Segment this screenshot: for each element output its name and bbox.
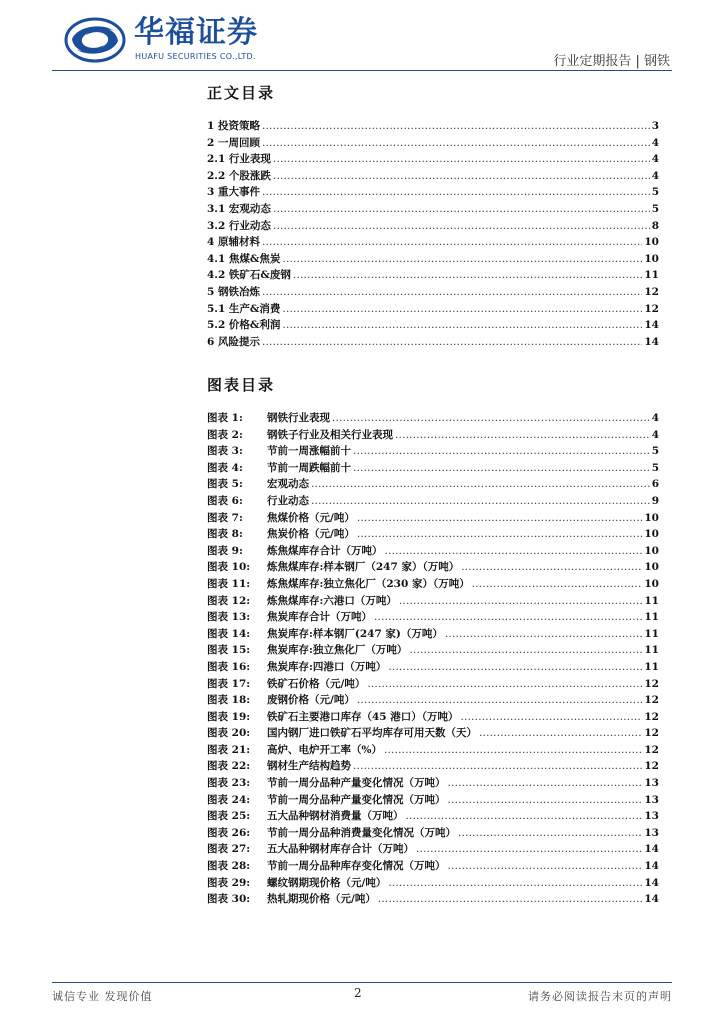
figure-entry-title: 热轧期现价格（元/吨） (267, 893, 376, 906)
dot-leader (388, 875, 642, 892)
toc-entry-label: 4.1 焦煤&焦炭 (207, 252, 281, 265)
figure-entry[interactable] (207, 891, 659, 908)
figure-entry-title: 炼焦煤库存:六港口（万吨） (267, 594, 397, 607)
figure-entry[interactable] (207, 476, 659, 493)
figure-entry-page: 11 (644, 594, 659, 607)
company-logo (64, 17, 264, 67)
dot-leader (262, 334, 642, 351)
toc-entry-label: 5 钢铁冶炼 (207, 285, 260, 298)
logo-english-name: HUAFU SECURITIES CO.,LTD. (135, 52, 256, 61)
dot-leader (273, 151, 650, 168)
dot-leader (262, 135, 650, 152)
dot-leader (448, 775, 643, 792)
dot-leader (378, 891, 643, 908)
toc-entry-page: 4 (651, 136, 659, 149)
figure-list-title: 图表目录 (207, 376, 276, 394)
report-type-label: 行业定期报告 | 钢铁 (553, 54, 670, 69)
dot-leader (273, 168, 650, 185)
figure-entry-page: 14 (644, 860, 659, 873)
toc-entry-page: 12 (644, 285, 659, 298)
dot-leader (479, 725, 642, 742)
toc-entry[interactable] (207, 301, 659, 318)
figure-entry-title: 焦炭价格（元/吨） (267, 528, 355, 541)
figure-entry-page: 11 (644, 644, 659, 657)
toc-entry-page: 14 (644, 335, 659, 348)
figure-entry-title: 钢材生产结构趋势 (267, 760, 351, 773)
figure-entry-page: 12 (644, 760, 659, 773)
toc-entry[interactable] (207, 184, 659, 201)
figure-entry-number: 图表 8: (207, 528, 243, 541)
header-divider (52, 70, 672, 71)
logo-chinese-name: 华福证券 (134, 15, 258, 50)
toc-entry-page: 10 (644, 236, 659, 249)
figure-entry-title: 行业动态 (267, 494, 309, 507)
figure-entry[interactable] (207, 559, 659, 576)
toc-entry[interactable] (207, 151, 659, 168)
figure-entry-title: 焦炭库存合计（万吨） (267, 611, 372, 624)
dot-leader (293, 267, 642, 284)
figure-entry-title: 铁矿石主要港口库存（45 港口）（万吨） (267, 710, 459, 723)
figure-entry[interactable] (207, 493, 659, 510)
figure-entry-page: 10 (644, 577, 659, 590)
figure-entry[interactable] (207, 609, 659, 626)
figure-entry-number: 图表 25: (207, 810, 251, 823)
figure-entry[interactable] (207, 659, 659, 676)
figure-entry-title: 钢铁行业表现 (267, 412, 330, 424)
dot-leader (472, 576, 643, 593)
toc-entry-label: 2 一周回顾 (207, 136, 260, 149)
toc-entry[interactable] (207, 168, 659, 185)
figure-entry-title: 钢铁子行业及相关行业表现 (267, 428, 393, 441)
figure-entry-number: 图表 14: (207, 627, 251, 640)
footer-disclaimer: 请务必阅读报告末页的声明 (528, 990, 672, 1003)
figure-entry[interactable] (207, 626, 659, 643)
figure-entry-title: 焦炭库存:四港口（万吨） (267, 660, 387, 673)
figure-entry-number: 图表 20: (207, 727, 251, 740)
figure-entry[interactable] (207, 841, 659, 858)
figure-entry-number: 图表 11: (207, 577, 251, 590)
figure-entry-number: 图表 24: (207, 793, 251, 806)
dot-leader (282, 317, 642, 334)
figure-entry-title: 节前一周涨幅前十 (267, 445, 351, 458)
figure-entry-title: 焦炭库存:独立焦化厂（万吨） (267, 644, 408, 657)
dot-leader (374, 609, 642, 626)
toc-entry-label: 3.1 宏观动态 (207, 202, 271, 215)
figure-entry-page: 12 (644, 743, 659, 756)
figure-entry-title: 高炉、电炉开工率（%） (267, 743, 382, 756)
toc-title: 正文目录 (207, 84, 276, 102)
figure-entry-title: 炼焦煤库存:独立焦化厂（230 家）（万吨） (267, 577, 470, 590)
dot-leader (332, 410, 650, 427)
figure-entry-title: 焦煤价格（元/吨） (267, 511, 355, 524)
dot-leader (353, 758, 642, 775)
page-number: 2 (354, 986, 362, 1000)
figure-entry[interactable] (207, 692, 659, 709)
figure-entry-page: 10 (644, 528, 659, 541)
figure-entry-page: 9 (651, 494, 659, 507)
figure-list (207, 410, 659, 908)
dot-leader (399, 593, 642, 610)
dot-leader (273, 201, 650, 218)
figure-entry-title: 宏观动态 (267, 478, 309, 491)
figure-entry-page: 12 (644, 710, 659, 723)
toc-entry[interactable] (207, 267, 659, 284)
figure-entry[interactable] (207, 709, 659, 726)
figure-entry-number: 图表 13: (207, 611, 251, 624)
toc-entry-page: 4 (651, 169, 659, 182)
figure-entry-page: 13 (644, 826, 659, 839)
toc-entry-label: 2.1 行业表现 (207, 153, 271, 166)
toc-entry-page: 8 (651, 219, 659, 232)
toc-entry[interactable] (207, 334, 659, 351)
toc-entry-label: 4.2 铁矿石&废钢 (207, 269, 291, 282)
figure-entry-page: 10 (644, 544, 659, 557)
figure-entry[interactable] (207, 775, 659, 792)
figure-entry-page: 13 (644, 793, 659, 806)
figure-entry-title: 节前一周分品种消费量变化情况（万吨） (267, 826, 456, 839)
figure-entry[interactable] (207, 526, 659, 543)
dot-leader (357, 692, 643, 709)
footer-slogan: 诚信专业 发现价值 (52, 990, 153, 1003)
figure-entry-number: 图表 26: (207, 826, 251, 839)
figure-entry-title: 节前一周跌幅前十 (267, 461, 351, 474)
figure-entry[interactable] (207, 510, 659, 527)
figure-entry[interactable] (207, 875, 659, 892)
dot-leader (461, 559, 642, 576)
figure-entry[interactable] (207, 427, 659, 444)
dot-leader (384, 742, 642, 759)
figure-entry[interactable] (207, 825, 659, 842)
figure-entry[interactable] (207, 792, 659, 809)
toc-entry-page: 12 (644, 302, 659, 315)
figure-entry-page: 5 (651, 461, 659, 474)
toc-entry[interactable] (207, 234, 659, 251)
figure-entry[interactable] (207, 593, 659, 610)
dot-leader (311, 493, 650, 510)
figure-entry-page: 13 (644, 777, 659, 790)
figure-entry-number: 图表 18: (207, 694, 251, 707)
dot-leader (395, 427, 650, 444)
figure-entry-page: 10 (644, 511, 659, 524)
dot-leader (458, 825, 642, 842)
figure-entry-number: 图表 23: (207, 777, 251, 790)
page-header (0, 0, 724, 70)
dot-leader (357, 526, 643, 543)
dot-leader (388, 659, 642, 676)
dot-leader (409, 642, 642, 659)
figure-entry-title: 焦炭库存:样本钢厂(247 家)（万吨） (267, 627, 443, 640)
toc-entry-page: 14 (644, 319, 659, 332)
toc-entry-page: 3 (651, 120, 659, 132)
figure-entry-number: 图表 29: (207, 876, 251, 889)
toc-entry[interactable] (207, 201, 659, 218)
toc-list (207, 118, 659, 350)
figure-entry[interactable] (207, 758, 659, 775)
figure-entry-number: 图表 15: (207, 644, 251, 657)
dot-leader (282, 301, 642, 318)
figure-entry[interactable] (207, 410, 659, 427)
dot-leader (353, 443, 650, 460)
figure-entry-title: 节前一周分品种产量变化情况（万吨） (267, 793, 446, 806)
figure-entry-page: 11 (644, 660, 659, 673)
toc-entry-label: 6 风险提示 (207, 335, 260, 348)
dot-leader (262, 118, 650, 135)
dot-leader (262, 184, 650, 201)
toc-entry-page: 11 (644, 269, 659, 282)
figure-entry-number: 图表 21: (207, 743, 251, 756)
toc-entry-label: 2.2 个股涨跌 (207, 169, 271, 182)
figure-entry[interactable] (207, 443, 659, 460)
toc-entry[interactable] (207, 284, 659, 301)
toc-entry-page: 4 (651, 153, 659, 166)
figure-entry-number: 图表 28: (207, 860, 251, 873)
figure-entry-title: 螺纹钢期现价格（元/吨） (267, 876, 387, 889)
figure-entry-number: 图表 1: (207, 412, 243, 424)
dot-leader (282, 251, 642, 268)
dot-leader (406, 808, 643, 825)
figure-entry[interactable] (207, 543, 659, 560)
toc-entry-label: 5.1 生产&消费 (207, 302, 281, 315)
toc-entry-page: 5 (651, 186, 659, 199)
figure-entry-page: 12 (644, 677, 659, 690)
figure-entry-title: 节前一周分品种产量变化情况（万吨） (267, 777, 446, 790)
dot-leader (367, 676, 642, 693)
figure-entry-title: 铁矿石价格（元/吨） (267, 677, 366, 690)
figure-entry-number: 图表 27: (207, 843, 251, 856)
dot-leader (262, 234, 642, 251)
figure-entry-number: 图表 5: (207, 478, 243, 491)
figure-entry-number: 图表 12: (207, 594, 251, 607)
figure-entry-number: 图表 17: (207, 677, 251, 690)
dot-leader (273, 218, 650, 235)
figure-entry-number: 图表 6: (207, 494, 243, 507)
dot-leader (461, 709, 643, 726)
figure-entry[interactable] (207, 460, 659, 477)
toc-entry-page: 5 (651, 202, 659, 215)
figure-entry-number: 图表 7: (207, 511, 243, 524)
figure-entry-page: 11 (644, 611, 659, 624)
figure-entry-number: 图表 3: (207, 445, 243, 458)
dot-leader (353, 460, 650, 477)
figure-entry-page: 11 (644, 627, 659, 640)
figure-entry-number: 图表 10: (207, 561, 251, 574)
figure-entry-page: 12 (644, 727, 659, 740)
toc-entry-label: 1 投资策略 (207, 120, 260, 132)
figure-entry[interactable] (207, 642, 659, 659)
figure-entry-number: 图表 22: (207, 760, 251, 773)
figure-entry-page: 5 (651, 445, 659, 458)
dot-leader (445, 626, 642, 643)
figure-entry-page: 14 (644, 843, 659, 856)
figure-entry-number: 图表 4: (207, 461, 243, 474)
figure-entry-title: 炼焦煤库存合计（万吨） (267, 544, 383, 557)
dot-leader (385, 543, 643, 560)
figure-entry-number: 图表 30: (207, 893, 251, 906)
figure-entry-title: 国内钢厂进口铁矿石平均库存可用天数（天） (267, 727, 477, 740)
dot-leader (448, 792, 643, 809)
dot-leader (357, 510, 643, 527)
footer-divider (52, 982, 672, 983)
figure-entry-title: 节前一周分品种库存变化情况（万吨） (267, 860, 446, 873)
figure-entry-title: 废钢价格（元/吨） (267, 694, 355, 707)
figure-entry-page: 4 (651, 428, 659, 441)
figure-entry[interactable] (207, 576, 659, 593)
toc-entry-label: 4 原辅材料 (207, 236, 260, 249)
figure-entry-page: 10 (644, 561, 659, 574)
dot-leader (448, 858, 643, 875)
toc-entry[interactable] (207, 135, 659, 152)
huafu-logo-icon (64, 17, 126, 63)
toc-entry-label: 5.2 价格&利润 (207, 319, 281, 332)
toc-entry-label: 3.2 行业动态 (207, 219, 271, 232)
figure-entry-page: 12 (644, 694, 659, 707)
figure-entry-page: 14 (644, 876, 659, 889)
toc-entry[interactable] (207, 317, 659, 334)
dot-leader (262, 284, 642, 301)
figure-entry[interactable] (207, 808, 659, 825)
figure-entry[interactable] (207, 725, 659, 742)
dot-leader (416, 841, 642, 858)
figure-entry-page: 13 (644, 810, 659, 823)
toc-entry-page: 10 (644, 252, 659, 265)
figure-entry[interactable] (207, 676, 659, 693)
figure-entry-number: 图表 9: (207, 544, 243, 557)
figure-entry-page: 14 (644, 893, 659, 906)
figure-entry[interactable] (207, 858, 659, 875)
figure-entry-title: 五大品种钢材消费量（万吨） (267, 810, 404, 823)
toc-entry[interactable] (207, 118, 659, 135)
figure-entry-title: 五大品种钢材库存合计（万吨） (267, 843, 414, 856)
figure-entry-title: 炼焦煤库存:样本钢厂（247 家）（万吨） (267, 561, 460, 574)
figure-entry-number: 图表 2: (207, 428, 243, 441)
figure-entry[interactable] (207, 742, 659, 759)
toc-entry[interactable] (207, 218, 659, 235)
figure-entry-page: 6 (651, 478, 659, 491)
figure-entry-number: 图表 19: (207, 710, 251, 723)
toc-entry[interactable] (207, 251, 659, 268)
dot-leader (311, 476, 650, 493)
figure-entry-page: 4 (651, 412, 659, 424)
toc-entry-label: 3 重大事件 (207, 186, 260, 199)
figure-entry-number: 图表 16: (207, 660, 251, 673)
